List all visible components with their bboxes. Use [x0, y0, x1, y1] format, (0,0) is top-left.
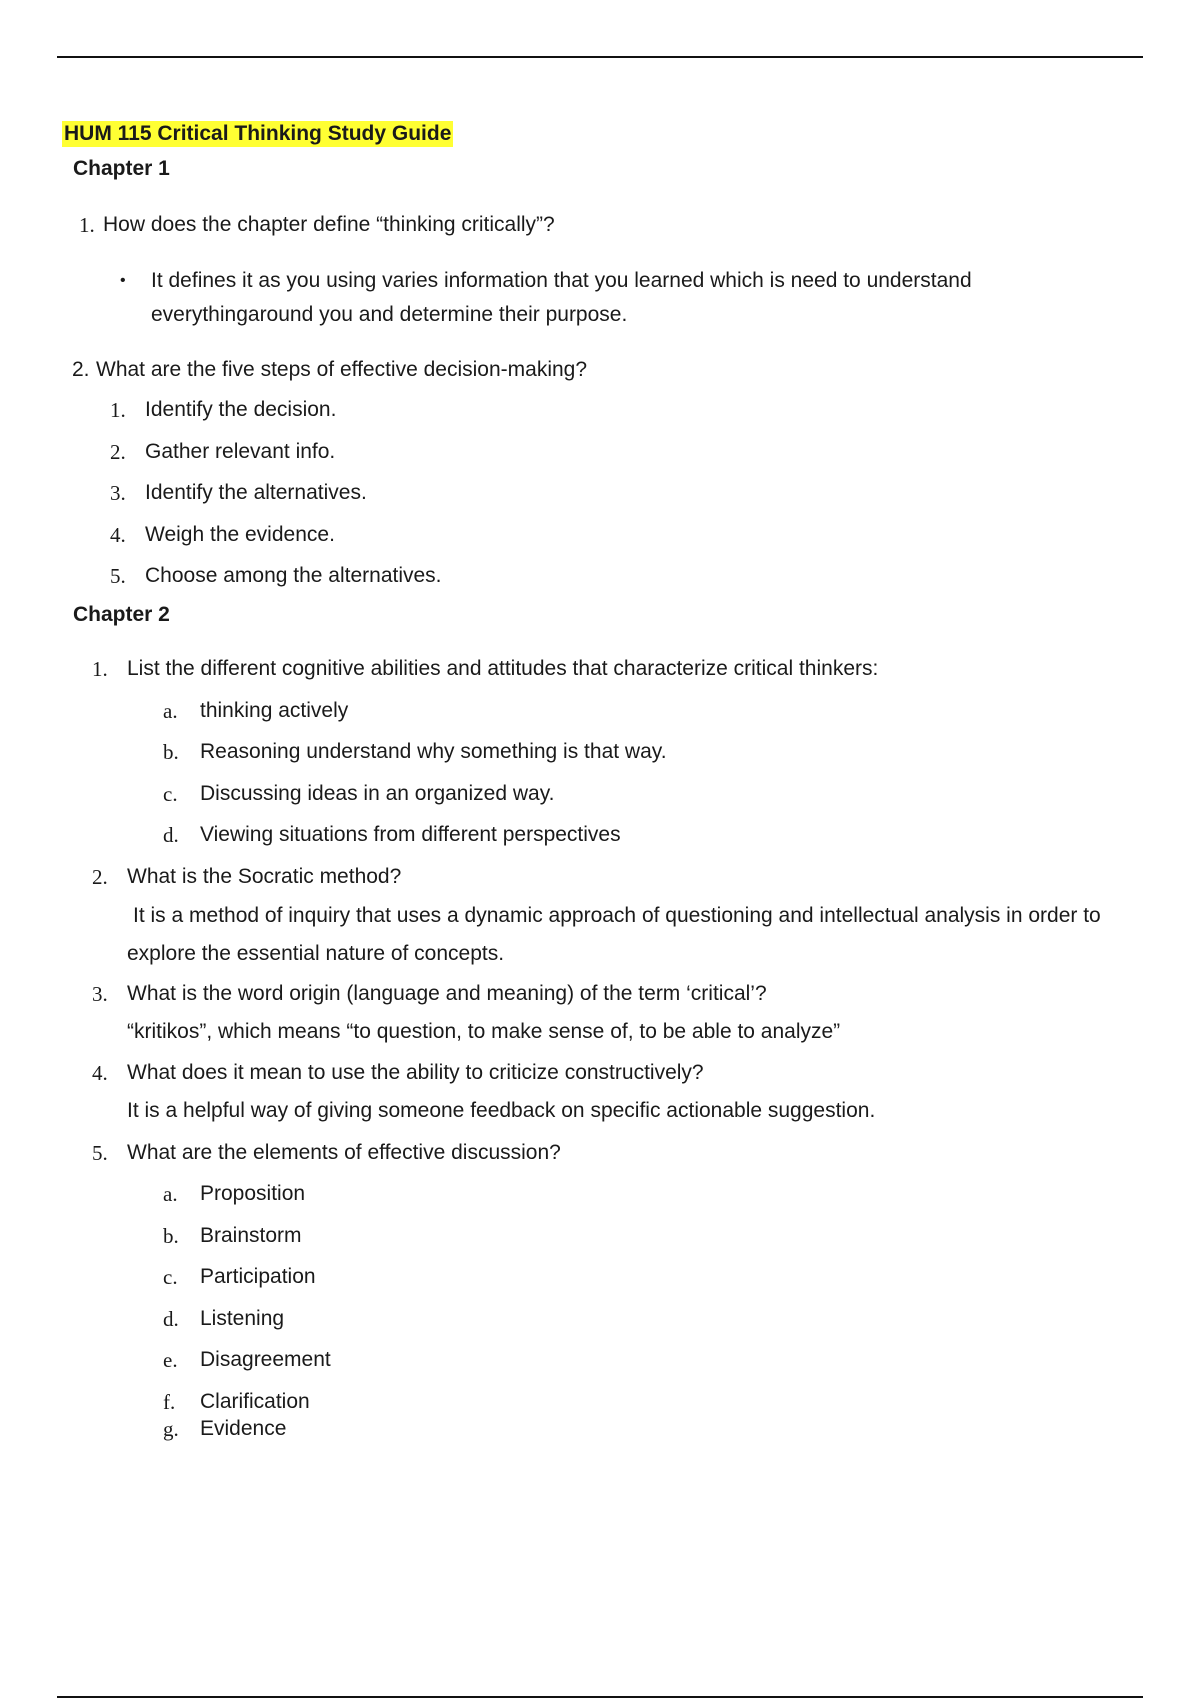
list-item-text: thinking actively	[200, 699, 349, 722]
list-item-text: Listening	[200, 1307, 285, 1330]
list-letter: a.	[163, 699, 178, 723]
list-letter: g.	[163, 1417, 179, 1441]
step-text: Identify the decision.	[145, 398, 337, 421]
bottom-rule	[57, 1696, 1143, 1698]
step-text: Gather relevant info.	[145, 440, 336, 463]
ch2-q3-answer: “kritikos”, which means “to question, to make sense of, to be able to analyze”	[127, 1020, 841, 1043]
list-item-text: Discussing ideas in an organized way.	[200, 782, 555, 805]
list-item-text: Reasoning understand why something is that way.	[200, 740, 667, 763]
ch1-q1-text: How does the chapter define “thinking critically”?	[103, 213, 555, 236]
list-letter: d.	[163, 823, 179, 847]
step-text: Identify the alternatives.	[145, 481, 367, 504]
step-text: Weigh the evidence.	[145, 523, 335, 546]
top-rule	[57, 56, 1143, 58]
ch2-q4-answer: It is a helpful way of giving someone feedback on specific actionable suggestion.	[127, 1099, 876, 1122]
list-letter: c.	[163, 782, 178, 806]
ch2-q1-number: 1.	[92, 657, 108, 681]
ch2-q1-text: List the different cognitive abilities and attitudes that characterize critical thinkers:	[127, 657, 879, 680]
ch2-q4-number: 4.	[92, 1061, 108, 1085]
list-item-text: Disagreement	[200, 1348, 331, 1371]
step-number: 5.	[110, 564, 126, 588]
ch2-q5-number: 5.	[92, 1141, 108, 1165]
list-item-text: Clarification	[200, 1390, 310, 1413]
list-letter: e.	[163, 1348, 178, 1372]
ch1-q1-answer-line1: It defines it as you using varies information that you learned which is need to understand	[151, 269, 972, 292]
list-letter: f.	[163, 1390, 176, 1414]
ch2-q3-number: 3.	[92, 982, 108, 1006]
document-title: HUM 115 Critical Thinking Study Guide	[64, 122, 452, 145]
ch1-q2-text: What are the five steps of effective decision-making?	[96, 358, 588, 381]
list-item-text: Proposition	[200, 1182, 306, 1205]
list-letter: a.	[163, 1182, 178, 1206]
list-item-text: Viewing situations from different perspectives	[200, 823, 621, 846]
list-item-text: Evidence	[200, 1417, 287, 1440]
list-item-text: Brainstorm	[200, 1224, 302, 1247]
list-item-text: Participation	[200, 1265, 316, 1288]
list-letter: b.	[163, 1224, 179, 1248]
ch2-q2-answer-line2: explore the essential nature of concepts.	[127, 942, 505, 965]
list-letter: b.	[163, 740, 179, 764]
ch2-q2-number: 2.	[92, 865, 108, 889]
step-number: 4.	[110, 523, 126, 547]
ch2-q5-text: What are the elements of effective discussion?	[127, 1141, 561, 1164]
chapter-1-heading: Chapter 1	[73, 157, 170, 180]
step-number: 3.	[110, 481, 126, 505]
bullet-icon: •	[120, 272, 126, 289]
step-text: Choose among the alternatives.	[145, 564, 442, 587]
ch1-q1-number: 1.	[79, 213, 95, 237]
step-number: 2.	[110, 440, 126, 464]
ch2-q2-text: What is the Socratic method?	[127, 865, 402, 888]
list-letter: d.	[163, 1307, 179, 1331]
list-letter: c.	[163, 1265, 178, 1289]
ch2-q2-answer-line1: It is a method of inquiry that uses a dynamic approach of questioning and intellectual analysis in order to	[133, 904, 1101, 927]
ch2-q3-text: What is the word origin (language and meaning) of the term ‘critical’?	[127, 982, 767, 1005]
ch2-q4-text: What does it mean to use the ability to criticize constructively?	[127, 1061, 704, 1084]
chapter-2-heading: Chapter 2	[73, 603, 170, 626]
ch1-q1-answer-line2: everythingaround you and determine their purpose.	[151, 303, 628, 326]
step-number: 1.	[110, 398, 126, 422]
ch1-q2-number: 2.	[72, 358, 90, 381]
